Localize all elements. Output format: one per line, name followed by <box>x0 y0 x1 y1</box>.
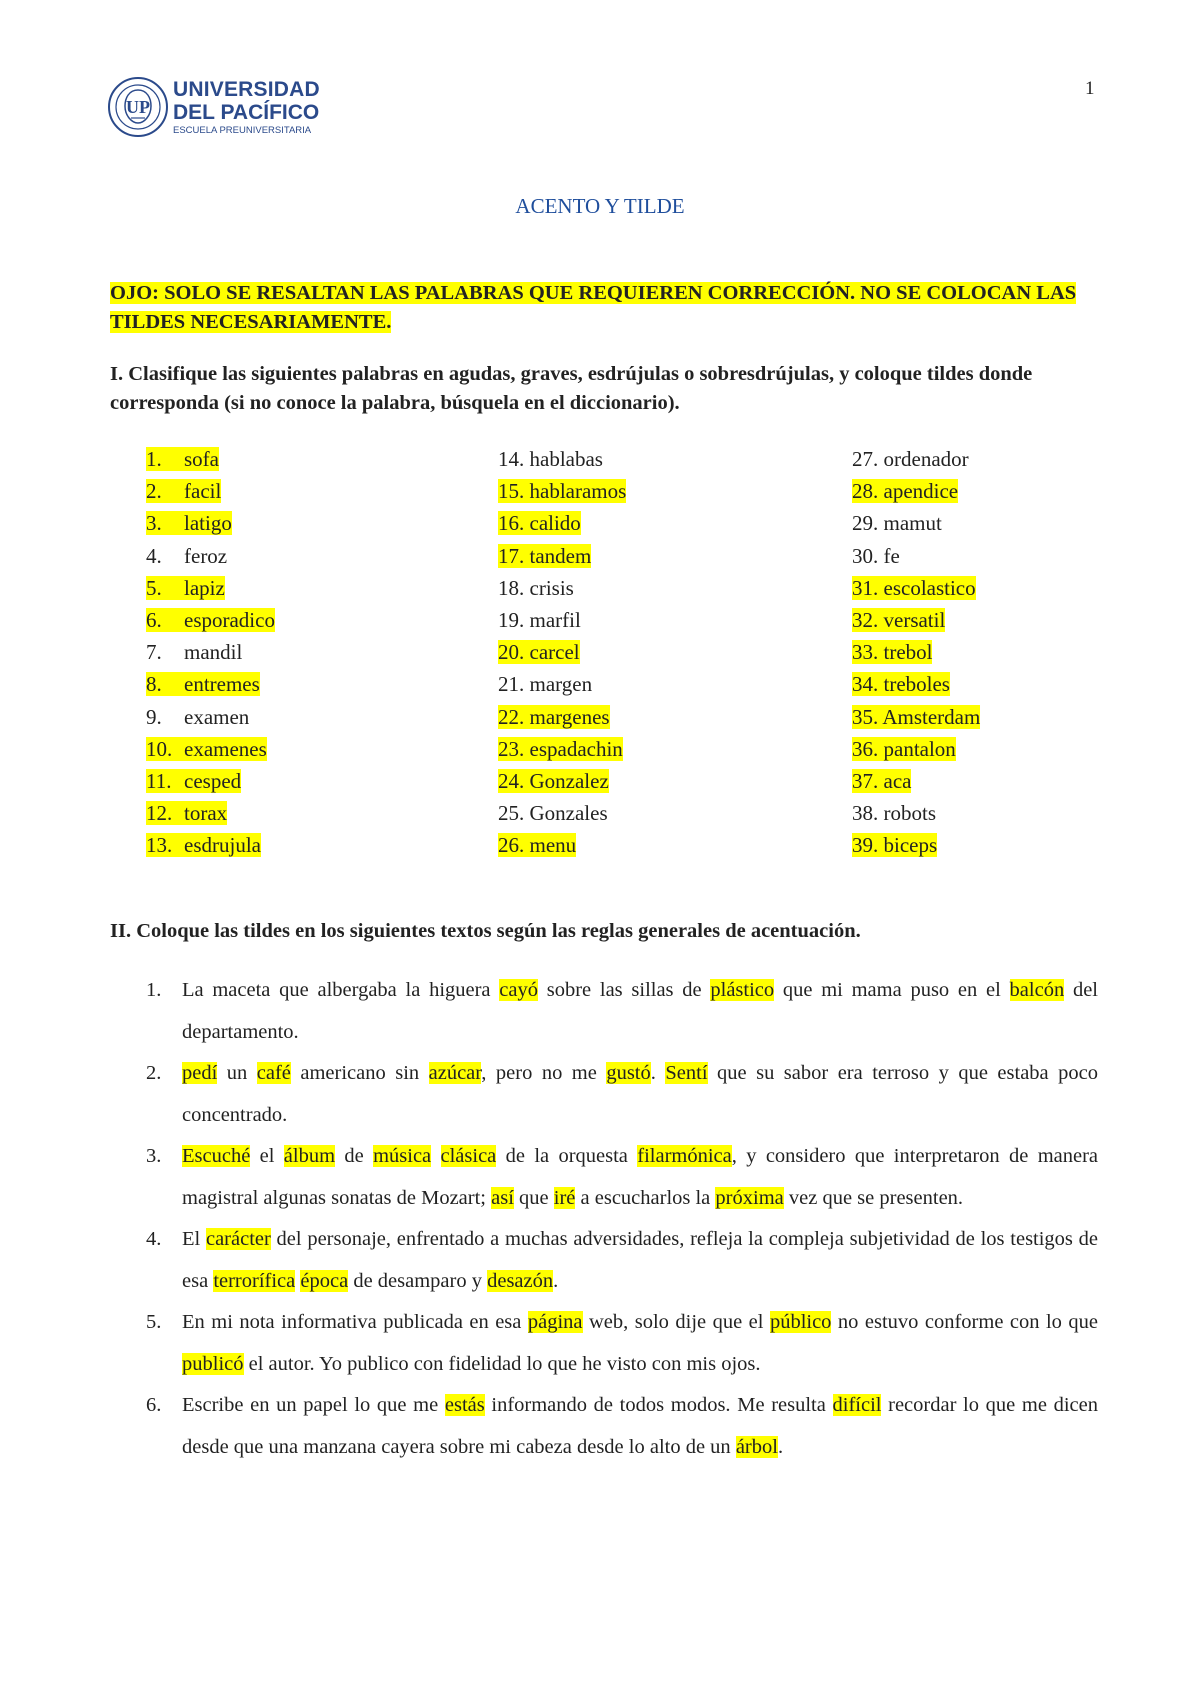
logo-line-3: ESCUELA PREUNIVERSITARIA <box>173 125 312 136</box>
word-item <box>146 703 275 735</box>
word-text: Gonzalez <box>524 768 609 793</box>
word-text: carcel <box>524 640 580 665</box>
exercise-text: no estuvo conforme con lo que <box>831 1311 1098 1333</box>
exercise-number: 4. <box>146 1228 162 1250</box>
word-text: lapiz <box>184 575 225 600</box>
word-item <box>498 735 626 767</box>
word-number: 1. <box>146 447 162 471</box>
word-item <box>498 767 626 799</box>
word <box>852 511 942 535</box>
word-item <box>146 606 275 638</box>
highlighted-word: música <box>373 1145 432 1167</box>
word-item <box>498 542 626 574</box>
word-item <box>852 703 980 735</box>
highlighted-word: época <box>300 1269 349 1292</box>
word-text: crisis <box>524 575 574 600</box>
word-number: 21. <box>498 672 525 697</box>
word-number: 38. <box>852 801 879 826</box>
word-text: latigo <box>184 511 232 536</box>
word-text: facil <box>184 479 222 504</box>
word-item <box>498 638 626 670</box>
word-item <box>146 767 275 799</box>
word-text: trebol <box>878 640 933 665</box>
word-number: 3. <box>146 511 162 536</box>
word-item <box>146 574 275 606</box>
word <box>852 447 969 471</box>
notice-text <box>110 279 1100 337</box>
word <box>146 705 249 729</box>
word-item <box>146 477 275 509</box>
highlighted-word: café <box>256 1062 291 1084</box>
word-text: margenes <box>524 704 610 729</box>
exercise-text: del departamento. <box>182 979 1098 1043</box>
logo-line-2: DEL PACÍFICO <box>173 101 320 124</box>
word-number: 16. <box>498 511 525 536</box>
word-text: treboles <box>878 672 950 697</box>
word-number: 12. <box>146 801 173 826</box>
word-text: hablabas <box>524 447 603 471</box>
exercise-text: de desamparo y <box>348 1269 488 1292</box>
exercise-text: el <box>250 1145 284 1167</box>
highlighted-word <box>852 833 937 857</box>
word-text: marfil <box>524 607 581 632</box>
exercise-text <box>431 1145 440 1167</box>
section-2-heading: II. Coloque las tildes en los siguientes textos según las reglas generales de acentuación. <box>110 920 861 942</box>
word-text: tandem <box>524 543 592 568</box>
section-1-heading: I. Clasifique las siguientes palabras en agudas, graves, esdrújulas o sobresdrújulas, y coloque tildes donde corresponda (si no conoce la palabra, búsquela en el diccionario). <box>110 363 1033 414</box>
word-text: fe <box>878 543 900 568</box>
word-number: 17. <box>498 543 525 568</box>
logo-line-1: UNIVERSIDAD <box>173 78 320 101</box>
word-number: 5. <box>146 575 162 600</box>
highlighted-word: estás <box>444 1394 485 1416</box>
highlighted-word <box>852 576 976 600</box>
word-item <box>852 831 980 863</box>
word-item <box>146 542 275 574</box>
highlighted-word <box>146 833 261 857</box>
word-item <box>852 606 980 638</box>
highlighted-word <box>146 737 267 761</box>
word-number: 15. <box>498 479 525 504</box>
highlighted-word <box>146 672 260 696</box>
exercise-text: , pero no me <box>481 1062 607 1084</box>
highlighted-word <box>852 705 980 729</box>
word-text: robots <box>878 801 936 826</box>
word-item <box>852 799 980 831</box>
highlighted-word: publicó <box>182 1352 244 1375</box>
word-item <box>852 477 980 509</box>
university-seal-icon <box>107 76 169 138</box>
word-number: 26. <box>498 833 525 858</box>
word-item <box>852 638 980 670</box>
word <box>498 672 592 696</box>
exercise-text: Escribe en un papel lo que me <box>182 1394 445 1416</box>
word-text: examenes <box>184 736 267 761</box>
word-list-column-1 <box>146 445 275 863</box>
word-text: mandil <box>184 640 243 665</box>
exercise-text: que <box>513 1186 554 1209</box>
highlighted-word <box>498 479 626 503</box>
word-number: 4. <box>146 543 162 568</box>
highlighted-word: árbol <box>735 1435 778 1458</box>
word-text: Gonzales <box>524 801 608 826</box>
exercise-text: En mi nota informativa publicada en esa <box>182 1311 528 1333</box>
word-item <box>498 477 626 509</box>
highlighted-word <box>498 737 623 761</box>
highlighted-word <box>498 833 576 857</box>
document-title: ACENTO Y TILDE <box>515 194 685 218</box>
word-text: biceps <box>878 833 938 858</box>
word-number: 23. <box>498 736 525 761</box>
word-item <box>498 606 626 638</box>
word-number: 29. <box>852 511 879 536</box>
highlighted-word <box>852 769 911 793</box>
word-text: aca <box>878 768 912 793</box>
word-number: 13. <box>146 833 173 858</box>
word-item <box>852 509 980 541</box>
highlighted-word <box>146 511 232 535</box>
word <box>498 608 581 632</box>
highlighted-word <box>852 640 932 664</box>
word-item <box>146 670 275 702</box>
exercise-text: a escucharlos la <box>575 1186 716 1209</box>
exercise-text: web, solo dije que el <box>582 1311 770 1333</box>
word-list-column-3 <box>852 445 980 863</box>
word-number: 27. <box>852 447 879 471</box>
word-item <box>852 735 980 767</box>
word-number: 10. <box>146 736 173 761</box>
exercise-item <box>146 1385 1098 1468</box>
highlighted-word: así <box>491 1186 514 1209</box>
word-item <box>146 638 275 670</box>
exercise-number: 3. <box>146 1145 162 1167</box>
word-number: 24. <box>498 768 525 793</box>
highlighted-word: próxima <box>715 1186 784 1209</box>
notice-highlight: OJO: SOLO SE RESALTAN LAS PALABRAS QUE REQUIEREN CORRECCIÓN. NO SE COLOCAN LAS TILDES NECESARIAMENTE. <box>110 282 1077 333</box>
word-number: 28. <box>852 479 879 504</box>
highlighted-word <box>498 544 591 568</box>
exercise-number: 6. <box>146 1394 162 1416</box>
highlighted-word <box>146 801 227 825</box>
word-item <box>498 799 626 831</box>
highlighted-word: carácter <box>205 1228 271 1250</box>
highlighted-word: página <box>527 1311 583 1333</box>
word-text: pantalon <box>878 736 956 761</box>
highlighted-word <box>852 608 945 632</box>
word-number: 37. <box>852 768 879 793</box>
word-number: 34. <box>852 672 879 697</box>
word-number: 25. <box>498 801 525 826</box>
exercise-item <box>146 1219 1098 1302</box>
word-text: ordenador <box>878 447 969 471</box>
word-item <box>852 445 980 477</box>
word <box>498 801 608 825</box>
word-text: examen <box>184 704 250 729</box>
highlighted-word: desazón <box>487 1269 554 1292</box>
word-item <box>146 799 275 831</box>
exercise-item <box>146 1302 1098 1385</box>
exercise-text: informando de todos modos. Me resulta <box>484 1394 833 1416</box>
exercise-text: que su sabor era terroso y que estaba poco concentrado. <box>182 1062 1098 1126</box>
word-item <box>146 509 275 541</box>
word-text: apendice <box>878 479 959 504</box>
highlighted-word: Escuché <box>182 1145 251 1167</box>
word-number: 14. <box>498 447 525 471</box>
highlighted-word <box>498 769 609 793</box>
highlighted-word: filarmónica <box>637 1145 732 1167</box>
word-list-column-2 <box>498 445 626 863</box>
page-number: 1 <box>1085 78 1095 99</box>
highlighted-word: álbum <box>283 1145 336 1167</box>
word-text: espadachin <box>524 736 623 761</box>
word <box>146 640 242 664</box>
word-number: 11. <box>146 768 172 793</box>
word-number: 8. <box>146 672 162 697</box>
word-number: 18. <box>498 575 525 600</box>
word-text: feroz <box>184 543 228 568</box>
word-item <box>146 831 275 863</box>
highlighted-word <box>146 608 275 632</box>
highlighted-word: azúcar <box>428 1062 482 1084</box>
exercise-list <box>146 970 1098 1468</box>
exercise-number: 2. <box>146 1062 162 1084</box>
highlighted-word <box>146 576 225 600</box>
word-text: mamut <box>878 511 942 536</box>
word-item <box>498 670 626 702</box>
word-item <box>498 574 626 606</box>
exercise-text: El <box>182 1228 206 1250</box>
word-number: 22. <box>498 704 525 729</box>
exercise-text: un <box>217 1062 257 1084</box>
word-text: calido <box>524 511 581 536</box>
highlighted-word: plástico <box>710 979 775 1001</box>
highlighted-word <box>498 705 610 729</box>
word-item <box>146 445 275 477</box>
exercise-text: , y considero que interpretaron de manera magistral algunas sonatas de Mozart; <box>182 1145 1099 1209</box>
word-item <box>852 542 980 574</box>
word-text: esporadico <box>184 607 275 632</box>
highlighted-word: gustó <box>606 1062 651 1084</box>
highlighted-word <box>146 447 219 471</box>
word-number: 33. <box>852 640 879 665</box>
word <box>852 544 900 568</box>
word-text: esdrujula <box>184 833 261 858</box>
word <box>146 544 227 568</box>
exercise-text: americano sin <box>290 1062 429 1084</box>
exercise-item <box>146 1136 1098 1219</box>
exercise-number: 1. <box>146 979 162 1001</box>
word-text: sofa <box>184 447 219 471</box>
word-number: 39. <box>852 833 879 858</box>
exercise-number: 5. <box>146 1311 162 1333</box>
highlighted-word <box>498 511 581 535</box>
word-text: margen <box>524 672 593 697</box>
word-text: cesped <box>184 768 242 793</box>
university-logo <box>107 76 320 142</box>
word-number: 20. <box>498 640 525 665</box>
word-text: Amsterdam <box>878 704 981 729</box>
exercise-text: del personaje, enfrentado a muchas adversidades, refleja la compleja subjetividad de los testigos de esa <box>182 1228 1098 1292</box>
exercise-text: . <box>553 1269 559 1292</box>
exercise-text: recordar lo que me dicen desde que una manzana cayera sobre mi cabeza desde lo alto de un <box>182 1394 1098 1458</box>
highlighted-word: difícil <box>832 1394 882 1416</box>
exercise-text: de <box>335 1145 374 1167</box>
word <box>852 801 936 825</box>
exercise-text: La maceta que albergaba la higuera <box>182 979 500 1001</box>
highlighted-word <box>146 769 241 793</box>
word-number: 19. <box>498 607 525 632</box>
word-text: torax <box>184 801 228 826</box>
word-number: 32. <box>852 607 879 632</box>
word-number: 36. <box>852 736 879 761</box>
highlighted-word: pedí <box>182 1062 218 1084</box>
word <box>498 447 603 471</box>
exercise-item <box>146 1053 1098 1136</box>
word-number: 31. <box>852 575 879 600</box>
word-number: 7. <box>146 640 162 665</box>
highlighted-word: Sentí <box>665 1062 708 1084</box>
svg-text:UP: UP <box>126 97 150 117</box>
word-item <box>498 831 626 863</box>
highlighted-word <box>852 737 956 761</box>
highlighted-word <box>852 479 958 503</box>
word-number: 30. <box>852 543 879 568</box>
word-item <box>852 767 980 799</box>
word-item <box>146 735 275 767</box>
exercise-item <box>146 970 1098 1053</box>
highlighted-word: balcón <box>1009 979 1065 1001</box>
highlighted-word: clásica <box>440 1145 497 1167</box>
highlighted-word: público <box>769 1311 832 1333</box>
highlighted-word: terrorífica <box>213 1269 296 1292</box>
exercise-text: que mi mama puso en el <box>774 979 1010 1001</box>
word-number: 6. <box>146 607 162 632</box>
word <box>498 576 574 600</box>
word-text: versatil <box>878 607 946 632</box>
highlighted-word: iré <box>553 1186 576 1209</box>
word-item <box>498 445 626 477</box>
exercise-text: de la orquesta <box>496 1145 638 1167</box>
word-text: menu <box>524 833 577 858</box>
word-text: hablaramos <box>524 479 627 504</box>
word-item <box>852 574 980 606</box>
highlighted-word: cayó <box>499 979 538 1001</box>
highlighted-word <box>146 479 221 503</box>
exercise-text: sobre las sillas de <box>537 979 711 1001</box>
exercise-text: . <box>777 1435 784 1458</box>
exercise-text: . <box>650 1062 666 1084</box>
word-text: escolastico <box>878 575 976 600</box>
word-item <box>852 670 980 702</box>
word-number: 35. <box>852 704 879 729</box>
word-text: entremes <box>184 672 260 697</box>
word-number: 9. <box>146 704 162 729</box>
exercise-text: el autor. Yo publico con fidelidad lo que he visto con mis ojos. <box>243 1352 761 1375</box>
exercise-text: vez que se presenten. <box>783 1186 964 1209</box>
highlighted-word <box>852 672 950 696</box>
word-number: 2. <box>146 479 162 504</box>
word-item <box>498 509 626 541</box>
word-item <box>498 703 626 735</box>
highlighted-word <box>498 640 580 664</box>
